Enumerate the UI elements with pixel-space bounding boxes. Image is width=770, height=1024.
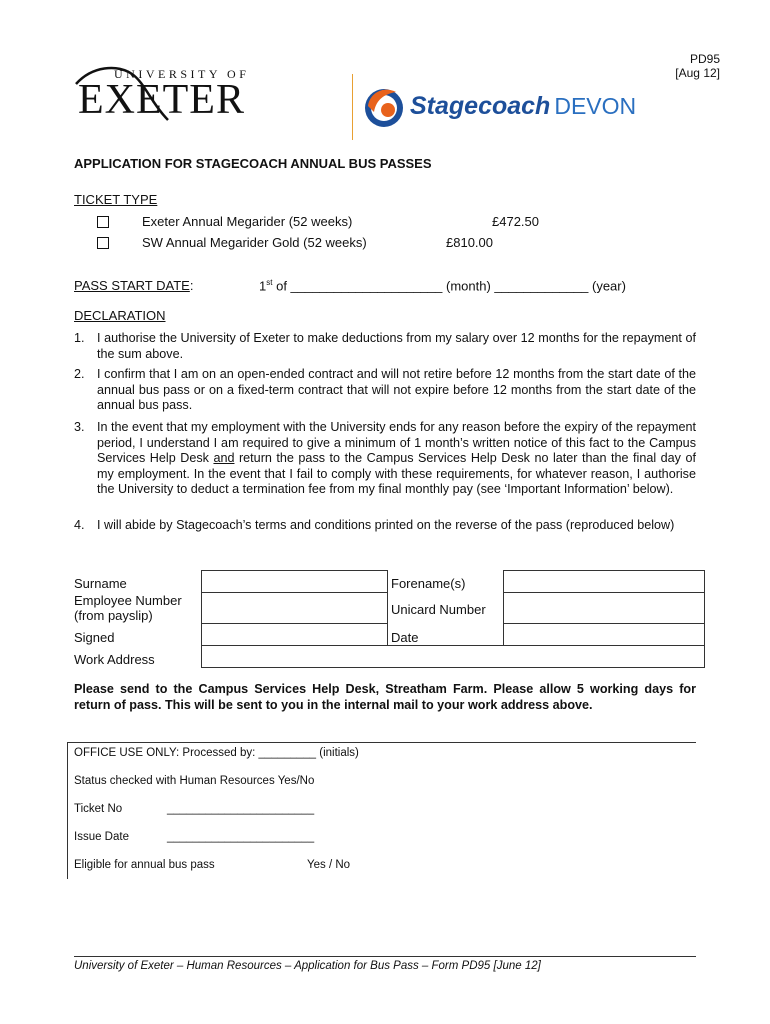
- declaration-item-1-number: 1.: [74, 331, 85, 345]
- page-footer: University of Exeter – Human Resources – Application for Bus Pass – Form PD95 [June 12]: [74, 960, 541, 972]
- declaration-item-1: [74, 331, 696, 362]
- pass-start-date-colon: :: [189, 278, 194, 293]
- stagecoach-brand-text: Stagecoach: [410, 92, 551, 120]
- office-issue-date-blank: _______________________: [167, 831, 315, 843]
- pass-start-date-field[interactable]: [259, 278, 626, 293]
- office-issue-date-label: Issue Date: [74, 831, 129, 843]
- ticket-option-2-price: £810.00: [446, 235, 493, 250]
- logo-divider: [352, 74, 353, 140]
- exeter-logo-main-text: EXETER: [78, 77, 245, 123]
- ticket-option-2-checkbox[interactable]: [97, 237, 109, 249]
- declaration-item-3-text: [97, 420, 696, 498]
- declaration-item-2-number: 2.: [74, 367, 85, 381]
- surname-field[interactable]: [201, 570, 388, 593]
- declaration-item-3-text-b: return the pass to the Campus Services Help Desk no later than the final day of my employment. In the event that I fail to comply with these requirements, for whatever reason, I authorise the University to deduct a termination fee from my final monthly pay (see ‘Important Information’ below).: [97, 451, 696, 496]
- ticket-option-2-label: SW Annual Megarider Gold (52 weeks): [142, 235, 367, 250]
- declaration-item-4: [74, 518, 696, 534]
- footer-rule: [74, 956, 696, 957]
- declaration-item-3-number: 3.: [74, 420, 85, 434]
- declaration-item-1-text: I authorise the University of Exeter to make deductions from my salary over 12 months for the repayment of the sum above.: [97, 331, 696, 361]
- form-date: [Aug 12]: [675, 66, 720, 80]
- work-address-field[interactable]: [201, 645, 705, 668]
- date-field[interactable]: [503, 623, 705, 646]
- declaration-item-2-text: I confirm that I am on an open-ended contract and will not retire before 12 months from the start date of the annual bus pass or on a fixed-term contract that will not expire before 12 months from the start date of the annual bus pass.: [97, 367, 696, 412]
- form-reference: [675, 52, 720, 80]
- exeter-logo-top-text: UNIVERSITY OF: [114, 67, 250, 81]
- pass-start-date-text: PASS START DATE: [74, 278, 190, 293]
- office-status-checked: Status checked with Human Resources Yes/No: [74, 775, 315, 787]
- forenames-field[interactable]: [503, 570, 705, 593]
- stagecoach-wordmark: [410, 92, 636, 121]
- office-eligible-yes-no: Yes / No: [307, 859, 351, 871]
- stagecoach-region-text: DEVON: [554, 93, 637, 119]
- form-title: APPLICATION FOR STAGECOACH ANNUAL BUS PASSES: [74, 156, 432, 171]
- surname-label: Surname: [74, 576, 127, 591]
- employee-number-field[interactable]: [201, 592, 388, 624]
- signed-label: Signed: [74, 630, 115, 645]
- university-of-exeter-logo: [72, 64, 262, 124]
- stagecoach-swirl-icon: [362, 84, 408, 130]
- employee-number-label: Employee Number: [74, 593, 182, 608]
- date-label: Date: [391, 630, 419, 645]
- office-ticket-no-label: Ticket No: [74, 803, 123, 815]
- pass-start-month-year: of _____________________ (month) _____________ (year): [276, 278, 626, 294]
- pass-start-date-label: [74, 278, 193, 293]
- work-address-label: Work Address: [74, 652, 155, 667]
- declaration-heading: DECLARATION: [74, 308, 166, 323]
- declaration-item-3: [74, 420, 696, 498]
- declaration-item-4-number: 4.: [74, 518, 85, 532]
- ticket-option-1-price: £472.50: [492, 214, 539, 229]
- unicard-number-field[interactable]: [503, 592, 705, 624]
- pass-start-day-suffix: st: [266, 278, 273, 287]
- declaration-item-3-text-a: In the event that my employment with the University ends for any reason before the expiry of the repayment period, I understand I am required to give a minimum of 1 month’s written notice of this fact to the Campus Services Help Desk: [97, 420, 696, 465]
- signed-field[interactable]: [201, 623, 388, 646]
- declaration-item-4-text: I will abide by Stagecoach’s terms and conditions printed on the reverse of the pass (reproduced below): [97, 518, 675, 532]
- form-code: PD95: [689, 52, 720, 66]
- from-payslip-label: (from payslip): [74, 608, 153, 623]
- office-ticket-no-blank: _______________________: [167, 803, 315, 815]
- forenames-label: Forename(s): [391, 576, 466, 591]
- office-use-only-box: [67, 742, 696, 879]
- ticket-option-1-label: Exeter Annual Megarider (52 weeks): [142, 214, 353, 229]
- office-eligible-label: Eligible for annual bus pass: [74, 859, 215, 871]
- pass-start-day-number: 1: [259, 278, 267, 294]
- ticket-option-1-checkbox[interactable]: [97, 216, 109, 228]
- declaration-item-3-and: and: [213, 451, 235, 465]
- declaration-item-2: [74, 367, 696, 414]
- return-instructions: Please send to the Campus Services Help Desk, Streatham Farm. Please allow 5 working days for return of pass. This will be sent to you in the internal mail to your work address above.: [74, 682, 696, 712]
- office-processed-by: OFFICE USE ONLY: Processed by: _________ (initials): [74, 747, 359, 759]
- unicard-number-label: Unicard Number: [391, 602, 486, 617]
- ticket-type-heading: TICKET TYPE: [74, 192, 158, 207]
